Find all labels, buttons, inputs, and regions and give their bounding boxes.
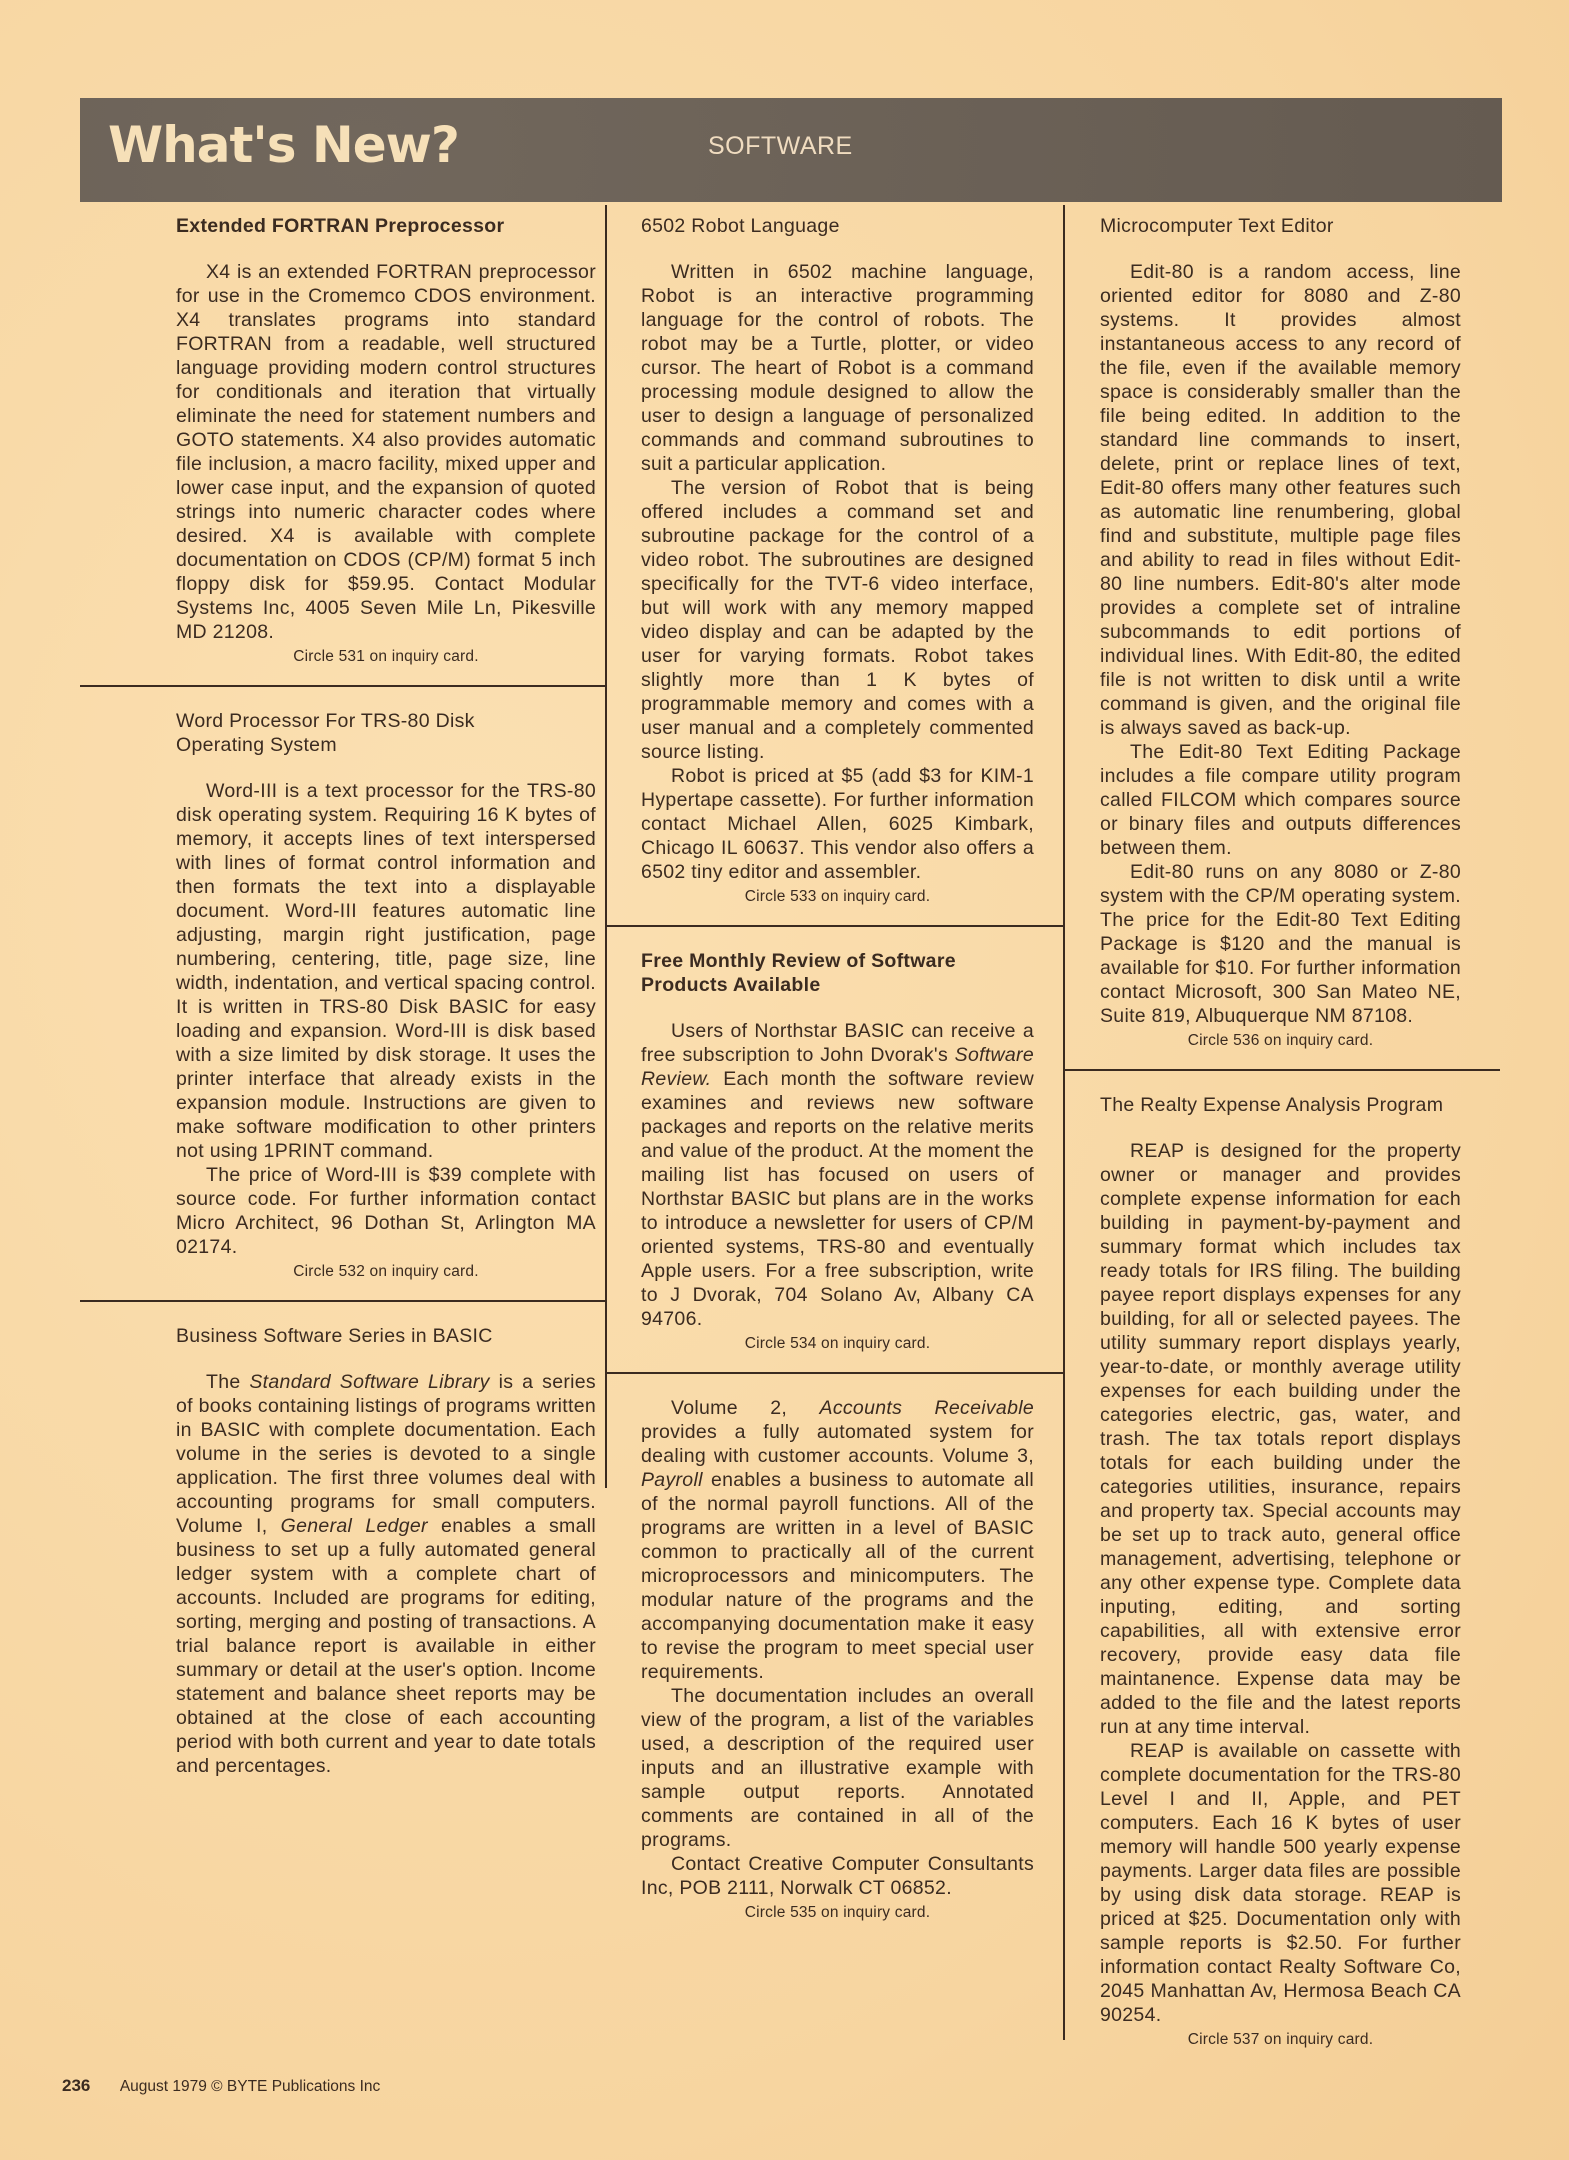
text-run-italic: Accounts Receivable (819, 1397, 1034, 1419)
article-paragraph: Edit-80 runs on any 8080 or Z-80 system with the CP/M operating system. The price for the Edit-80 Text Editing Package is $120 and the manual is available for $10. For further information contact Microsoft, 300 San Mateo NE, Suite 819, Albuquerque NM 87108. (1100, 861, 1461, 1027)
inquiry-note: Circle 534 on inquiry card. (744, 1335, 931, 1352)
article-title: The Realty Expense Analysis Program (1100, 1094, 1444, 1116)
text-run: Users of Northstar BASIC can receive a free subscription to John Dvorak's (641, 1020, 1034, 1066)
article-divider (80, 1300, 606, 1302)
article-divider (606, 1372, 1064, 1374)
article-paragraph: Written in 6502 machine language, Robot is an interactive programming language for the control of robots. The robot may be a Turtle, plotter, or video cursor. The heart of Robot is a command processing module designed to allow the user to design a language of personalized commands and command subroutines to suit a particular application. (641, 261, 1034, 475)
text-run: Volume 2, (671, 1397, 820, 1419)
text-run: The (206, 1371, 250, 1393)
text-run-italic: Standard Software Library (249, 1371, 490, 1393)
column-divider (1063, 205, 1065, 2040)
left-column (176, 214, 596, 1778)
article-divider (80, 685, 606, 687)
page-footer (62, 2076, 380, 2096)
article-paragraph: Robot is priced at $5 (add $3 for KIM-1 Hypertape cassette). For further information contact Michael Allen, 6025 Kimbark, Chicago IL 60637. This vendor also offers a 6502 tiny editor and assembler. (641, 765, 1034, 883)
inquiry-note: Circle 537 on inquiry card. (1187, 2031, 1374, 2048)
article-paragraph: REAP is available on cassette with complete documentation for the TRS-80 Level I and II, Apple, and PET computers. Each 16 K bytes of user memory will handle 500 yearly expense payments. Larger data files are possible by using disk data storage. REAP is priced at $25. Documentation only with sample reports is $2.50. For further information contact Realty Software Co, 2045 Manhattan Av, Hermosa Beach CA 90254. (1100, 1740, 1461, 2026)
article-word-processor (176, 709, 596, 1282)
article-realty-expense (1100, 1093, 1461, 2050)
publication-credit: August 1979 © BYTE Publications Inc (119, 2078, 381, 2095)
article-divider (1064, 1069, 1500, 1071)
article-title: Microcomputer Text Editor (1100, 215, 1334, 237)
article-title: Free Monthly Review of Software Products Available (641, 950, 956, 996)
article-paragraph: Word-III is a text processor for the TRS-80 disk operating system. Requiring 16 K bytes of memory, it accepts lines of text interspersed with lines of format control information and then formats the text into a displayable document. Word-III features automatic line adjusting, margin right justification, page numbering, centering, title, page size, line width, indentation, and vertical spacing control. It is written in TRS-80 Disk BASIC for easy loading and expansion. Word-III is disk based with a size limited by disk storage. It uses the printer interface that already exists in the expansion module. Instructions are given to make software modification to other printers not using 1PRINT command. (176, 780, 596, 1162)
middle-column (641, 214, 1034, 1923)
article-business-software-continued (641, 1396, 1034, 1923)
section-banner (80, 98, 1502, 202)
inquiry-note: Circle 535 on inquiry card. (744, 1904, 931, 1921)
article-paragraph: The documentation includes an overall view of the program, a list of the variables used, a description of the required user inputs and an illustrative example with sample output reports. Annotated comments are contained in all of the programs. (641, 1685, 1034, 1851)
text-run: is a series of books containing listings of programs written in BASIC with complete documentation. Each volume in the series is devoted to a single application. The first three volumes deal with accounting programs for small computers. Volume I, (176, 1371, 596, 1537)
article-paragraph (641, 1396, 1034, 1684)
inquiry-note: Circle 531 on inquiry card. (293, 648, 479, 665)
article-paragraph: The price of Word-III is $39 complete with source code. For further information contact Micro Architect, 96 Dothan St, Arlington MA 02174. (176, 1164, 596, 1258)
text-run: enables a business to automate all of the normal payroll functions. All of the programs are written in a level of BASIC common to practically all of the current microprocessors and minicomputers. The modular nature of the programs and the accompanying documentation make it easy to revise the program to meet special user requirements. (641, 1469, 1034, 1683)
inquiry-note: Circle 536 on inquiry card. (1187, 1032, 1374, 1049)
text-run-italic: Payroll (641, 1469, 703, 1491)
article-paragraph: Edit-80 is a random access, line oriented editor for 8080 and Z-80 systems. It provides almost instantaneous access to any record of the file, even if the available memory space is considerably smaller than the file being edited. In addition to the standard line commands to insert, delete, print or replace lines of text, Edit-80 offers many other features such as automatic line renumbering, global find and substitute, multiple page files and ability to read in files without Edit-80 line numbers. Edit-80's alter mode provides a complete set of intraline subcommands to edit portions of individual lines. With Edit-80, the edited file is not written to disk until a write command is given, and the original file is always saved as back-up. (1100, 261, 1461, 739)
page-number: 236 (62, 2076, 91, 2095)
article-title: Extended FORTRAN Preprocessor (176, 215, 505, 237)
article-divider (606, 925, 1064, 927)
inquiry-note: Circle 532 on inquiry card. (293, 1263, 479, 1280)
section-title: SOFTWARE (708, 132, 853, 160)
whats-new-logo: What's New? (108, 116, 459, 174)
article-title: Business Software Series in BASIC (176, 1325, 493, 1347)
article-paragraph: The version of Robot that is being offered includes a command set and subroutine package for the control of a video robot. The subroutines are designed specifically for the TVT-6 video interface, but will work with any memory mapped video display and can be adapted by the user for varying formats. Robot takes slightly more than 1 K bytes of programmable memory and comes with a user manual and a completely commented source listing. (641, 477, 1034, 763)
article-paragraph: REAP is designed for the property owner or manager and provides complete expense information for each building in payment-by-payment and summary format which includes tax ready totals for IRS filing. The building payee report displays expenses for any building, for all or selected payees. The utility summary report displays yearly, year-to-date, or monthly average utility expenses for each building under the categories electric, gas, water, and trash. The tax totals report displays totals for each building under the categories utilities, insurance, repairs and property tax. Special accounts may be set up to track auto, general office management, advertising, telephone or any other expense type. Complete data inputing, editing, and sorting capabilities, all with extensive error recovery, provide easy data file maintanence. Expense data may be added to the file and the latest reports run at any time interval. (1100, 1140, 1461, 1738)
right-column (1100, 214, 1461, 2050)
column-divider (605, 205, 607, 1488)
text-run: Each month the software review examines and reviews new software packages and reports on the relative merits and value of the product. At the moment the mailing list has focused on users of Northstar BASIC but plans are in the works to introduce a newsletter for users of CP/M oriented systems, TRS-80 and eventually Apple users. For a free subscription, write to J Dvorak, 704 Solano Av, Albany CA 94706. (641, 1068, 1034, 1330)
article-paragraph: The Edit-80 Text Editing Package includes a file compare utility program called FILCOM which compares source or binary files and outputs differences between them. (1100, 741, 1461, 859)
article-title: 6502 Robot Language (641, 215, 840, 237)
article-fortran-preprocessor (176, 214, 596, 667)
article-paragraph: Contact Creative Computer Consultants Inc, POB 2111, Norwalk CT 06852. (641, 1853, 1034, 1899)
text-run: provides a fully automated system for dealing with customer accounts. Volume 3, (641, 1421, 1034, 1467)
article-paragraph: X4 is an extended FORTRAN preprocessor for use in the Cromemco CDOS environment. X4 translates programs into standard FORTRAN from a readable, well structured language providing modern control structures for conditionals and iteration that virtually eliminate the need for statement numbers and GOTO statements. X4 also provides automatic file inclusion, a macro facility, mixed upper and lower case input, and the expansion of quoted strings into numeric character codes where desired. X4 is available with complete documentation on CDOS (CP/M) format 5 inch floppy disk for $59.95. Contact Modular Systems Inc, 4005 Seven Mile Ln, Pikesville MD 21208. (176, 261, 596, 643)
article-title: Word Processor For TRS-80 Disk Operating System (176, 710, 475, 756)
article-text-editor (1100, 214, 1461, 1051)
article-business-software (176, 1324, 596, 1778)
text-run-italic: General Ledger (280, 1515, 428, 1537)
article-robot-language (641, 214, 1034, 907)
article-paragraph (176, 1370, 596, 1778)
text-run-italic: Software Review. (641, 1044, 1034, 1090)
inquiry-note: Circle 533 on inquiry card. (744, 888, 931, 905)
article-free-review (641, 949, 1034, 1354)
text-run: enables a small business to set up a fully automated general ledger system with a complete chart of accounts. Included are programs for editing, sorting, merging and posting of transactions. A trial balance report is available in either summary or detail at the user's option. Income statement and balance sheet reports may be obtained at the close of each accounting period with both current and year to date totals and percentages. (176, 1515, 596, 1777)
article-paragraph (641, 1019, 1034, 1331)
